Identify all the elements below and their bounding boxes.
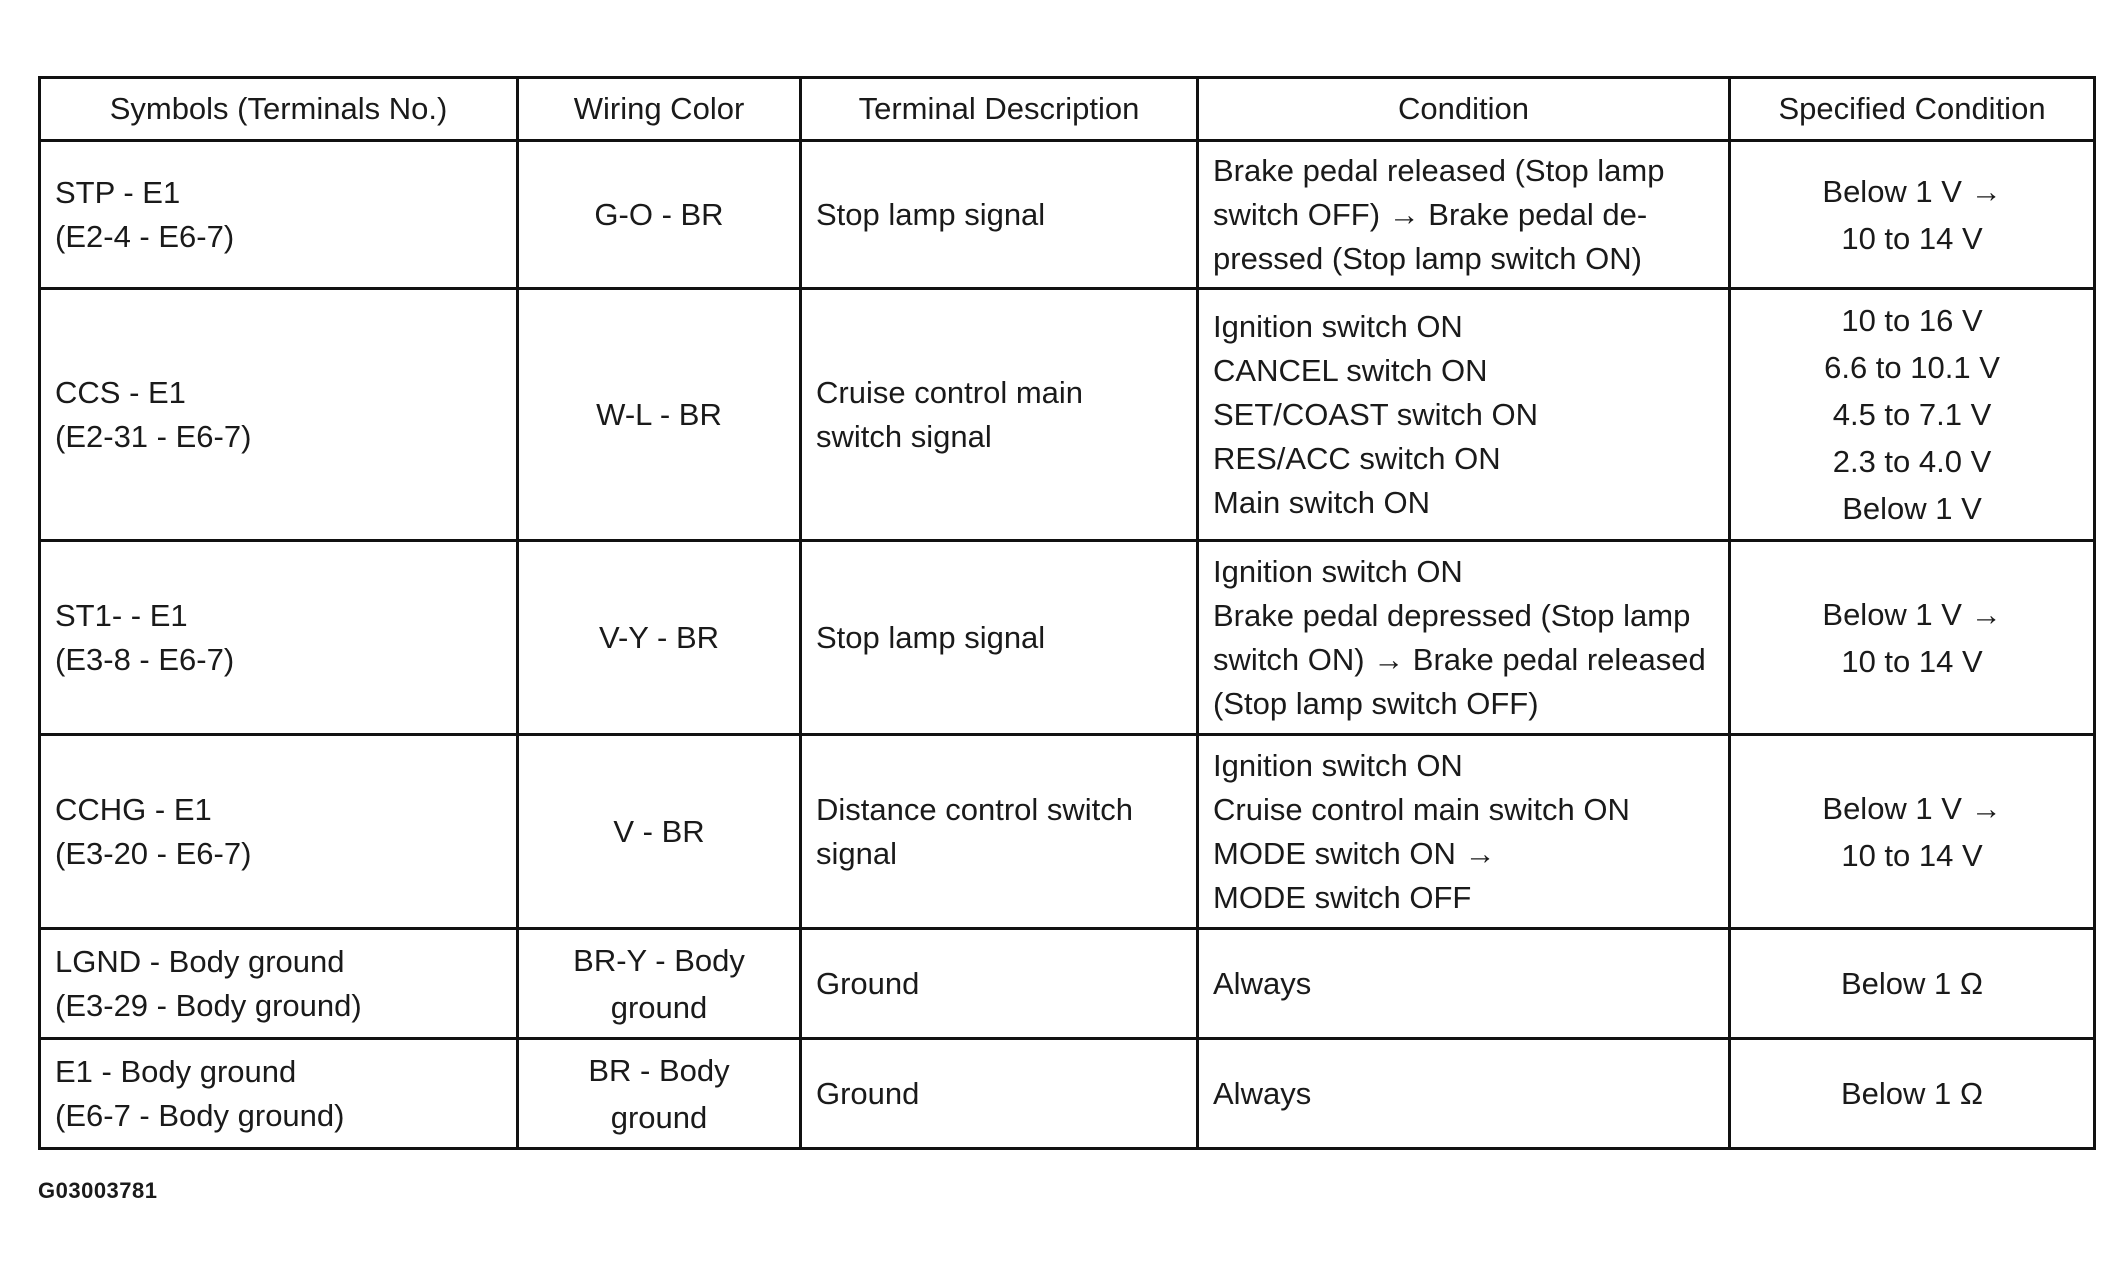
symbols-line: CCS - E1 [55, 374, 186, 410]
symbols-line: (E3-20 - E6-7) [55, 835, 252, 871]
specified-condition-cell [1730, 735, 2095, 929]
symbols-line: LGND - Body ground [55, 943, 345, 979]
symbols-cell [40, 289, 518, 541]
specified-condition-cell [1730, 141, 2095, 289]
wiring-color-cell [518, 541, 801, 735]
header-symbols: Symbols (Terminals No.) [40, 78, 518, 141]
description-line: switch signal [816, 418, 992, 454]
header-terminal-description: Terminal Description [801, 78, 1198, 141]
table-row [40, 141, 2095, 289]
wiring-line: V - BR [613, 813, 705, 849]
condition-line: Ignition switch ON [1213, 553, 1463, 589]
wiring-line: ground [610, 989, 708, 1025]
specified-line: 2.3 to 4.0 V [1832, 444, 1992, 479]
condition-cell [1198, 735, 1730, 929]
symbols-cell [40, 735, 518, 929]
condition-cell [1198, 1039, 1730, 1149]
description-line: signal [816, 835, 897, 871]
condition-line: Brake pedal depressed (Stop lamp [1213, 597, 1691, 633]
table-row [40, 289, 2095, 541]
specified-condition-cell [1730, 929, 2095, 1039]
condition-cell [1198, 541, 1730, 735]
description-cell [801, 929, 1198, 1039]
wiring-line: V-Y - BR [598, 619, 720, 655]
wiring-line: G-O - BR [594, 196, 724, 232]
terminal-table-container [38, 76, 2093, 1150]
wiring-color-cell [518, 289, 801, 541]
symbols-cell [40, 929, 518, 1039]
condition-line: Brake pedal released (Stop lamp [1213, 152, 1665, 188]
description-line: Ground [816, 1075, 920, 1111]
wiring-color-cell [518, 141, 801, 289]
specified-line: 4.5 to 7.1 V [1832, 397, 1992, 432]
description-cell [801, 735, 1198, 929]
header-specified-condition: Specified Condition [1730, 78, 2095, 141]
specified-line: Below 1 V → [1822, 790, 2002, 826]
condition-cell [1198, 929, 1730, 1039]
specified-line: Below 1 V → [1822, 173, 2002, 209]
symbols-line: CCHG - E1 [55, 791, 212, 827]
condition-line: switch ON) → Brake pedal released [1213, 641, 1706, 677]
wiring-line: ground [610, 1099, 708, 1135]
specified-line: 10 to 14 V [1841, 220, 1983, 256]
table-row [40, 541, 2095, 735]
description-line: Cruise control main [816, 374, 1084, 410]
wiring-line: BR-Y - Body [573, 942, 745, 978]
description-cell [801, 141, 1198, 289]
condition-line: MODE switch ON → [1213, 835, 1496, 871]
header-wiring-color: Wiring Color [518, 78, 801, 141]
description-cell [801, 541, 1198, 735]
specified-line: Below 1 V [1842, 491, 1982, 526]
description-line: Distance control switch [816, 791, 1134, 827]
condition-line: RES/ACC switch ON [1213, 440, 1501, 476]
figure-id-label: G03003781 [38, 1178, 158, 1203]
specified-line: 10 to 16 V [1841, 303, 1983, 338]
condition-line: pressed (Stop lamp switch ON) [1213, 240, 1642, 276]
wiring-color-cell [518, 735, 801, 929]
description-cell [801, 1039, 1198, 1149]
specified-line: Below 1 Ω [1840, 966, 1984, 1001]
symbols-line: (E2-31 - E6-7) [55, 418, 252, 454]
specified-line: 10 to 14 V [1841, 643, 1983, 679]
wiring-line: W-L - BR [596, 396, 722, 432]
description-line: Ground [816, 965, 920, 1001]
condition-line: SET/COAST switch ON [1213, 396, 1538, 432]
specified-line: 10 to 14 V [1841, 837, 1983, 873]
condition-line: CANCEL switch ON [1213, 352, 1488, 388]
condition-line: Always [1213, 965, 1312, 1001]
symbols-line: (E6-7 - Body ground) [55, 1097, 345, 1133]
condition-cell [1198, 289, 1730, 541]
specified-condition-cell [1730, 1039, 2095, 1149]
terminal-specification-table [38, 76, 2096, 1150]
symbols-line: (E2-4 - E6-7) [55, 218, 235, 254]
header-row [40, 78, 2095, 141]
symbols-line: ST1- - E1 [55, 597, 188, 633]
condition-line: (Stop lamp switch OFF) [1213, 685, 1539, 721]
symbols-cell [40, 141, 518, 289]
table-row [40, 929, 2095, 1039]
description-cell [801, 289, 1198, 541]
condition-line: Cruise control main switch ON [1213, 791, 1630, 827]
condition-line: Always [1213, 1075, 1312, 1111]
symbols-cell [40, 541, 518, 735]
specified-line: 6.6 to 10.1 V [1824, 350, 2000, 385]
header-condition: Condition [1198, 78, 1730, 141]
condition-line: MODE switch OFF [1213, 879, 1472, 915]
symbols-line: (E3-29 - Body ground) [55, 987, 362, 1023]
symbols-cell [40, 1039, 518, 1149]
condition-line: switch OFF) → Brake pedal de- [1213, 196, 1648, 232]
wiring-color-cell [518, 929, 801, 1039]
condition-line: Ignition switch ON [1213, 308, 1463, 344]
symbols-line: STP - E1 [55, 174, 181, 210]
specified-line: Below 1 Ω [1840, 1076, 1984, 1111]
condition-line: Ignition switch ON [1213, 747, 1463, 783]
symbols-line: E1 - Body ground [55, 1053, 297, 1089]
condition-cell [1198, 141, 1730, 289]
description-line: Stop lamp signal [816, 196, 1046, 232]
description-line: Stop lamp signal [816, 619, 1046, 655]
wiring-color-cell [518, 1039, 801, 1149]
specified-line: Below 1 V → [1822, 596, 2002, 632]
condition-line: Main switch ON [1213, 484, 1431, 520]
table-row [40, 735, 2095, 929]
specified-condition-cell [1730, 289, 2095, 541]
symbols-line: (E3-8 - E6-7) [55, 641, 235, 677]
specified-condition-cell [1730, 541, 2095, 735]
wiring-line: BR - Body [588, 1052, 730, 1088]
table-row [40, 1039, 2095, 1149]
